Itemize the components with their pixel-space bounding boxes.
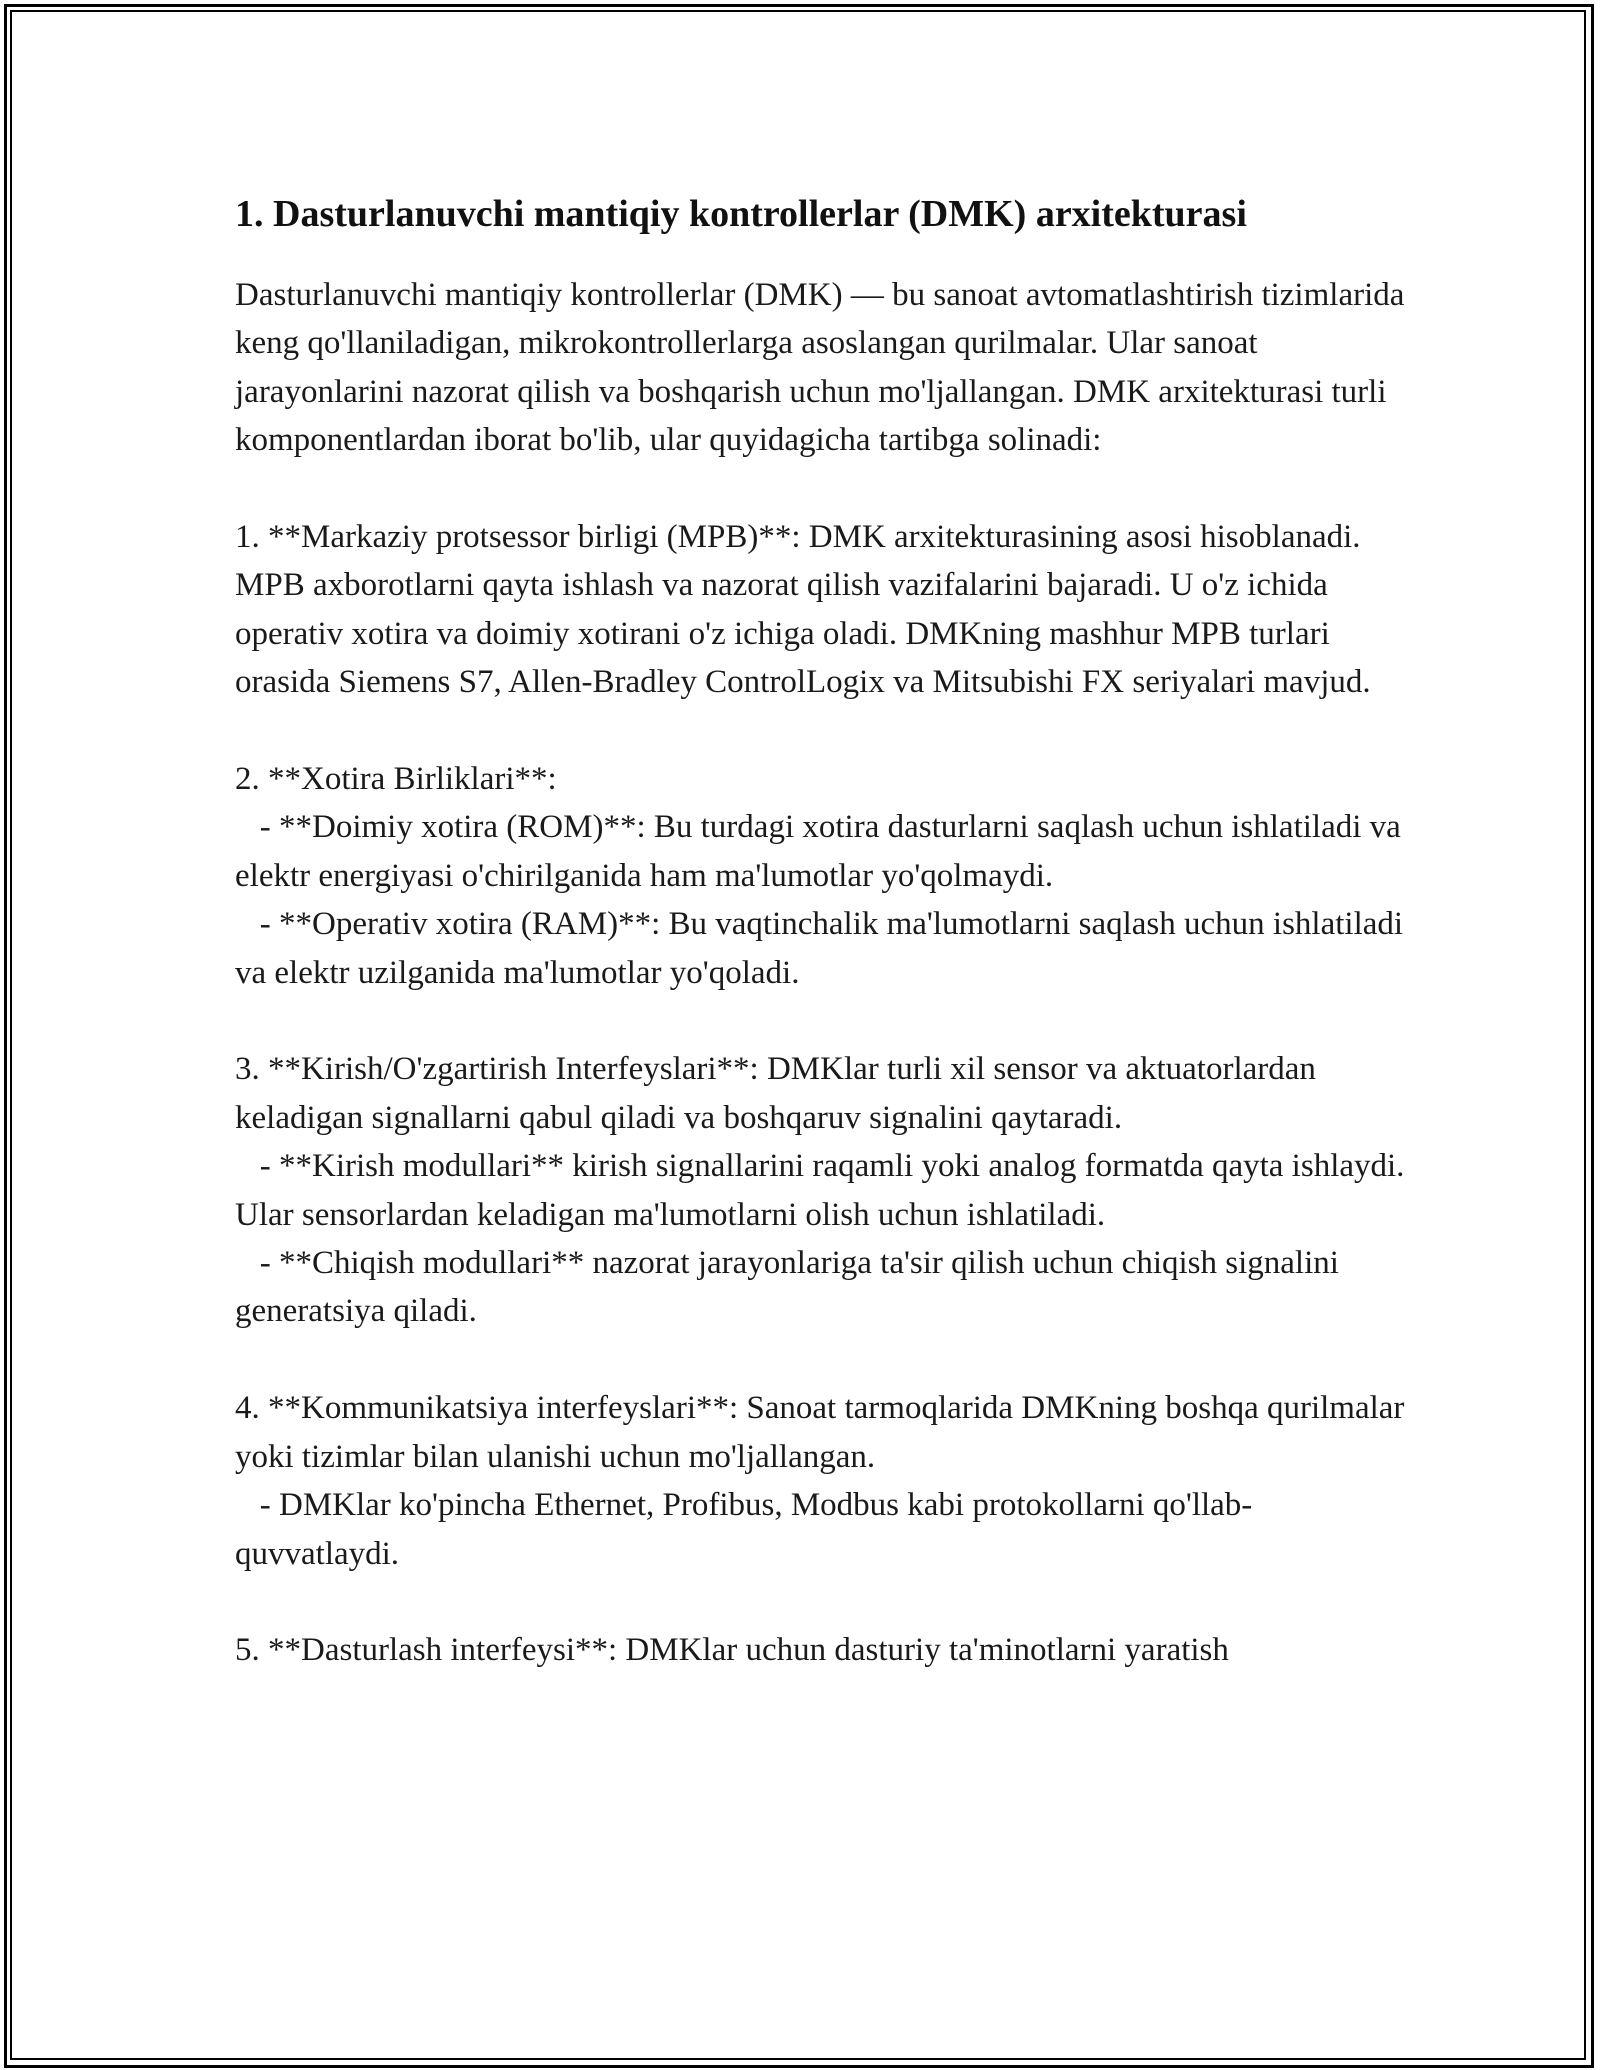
section-1 [235, 513, 1405, 707]
section-1-line-1: 1. **Markaziy protsessor birligi (MPB)**: DMK arxitekturasining asosi hisoblanadi. MPB axborotlarni qayta ishlash va nazorat qilish vazifalarini bajaradi. U o'z ichida operativ xotira va doimiy xotirani o'z ichiga oladi. DMKning mashhur MPB turlari orasida Siemens S7, Allen-Bradley ControlLogix va Mitsubishi FX seriyalari mavjud. [235, 519, 1371, 701]
document-page [235, 185, 1413, 1675]
section-3-line-3: - **Chiqish modullari** nazorat jarayonlariga ta'sir qilish uchun chiqish signalini generatsiya qiladi. [235, 1245, 1348, 1330]
section-2-line-1: 2. **Xotira Birliklari**: [235, 761, 557, 798]
paragraph-gap [235, 997, 1405, 1045]
section-3-line-1: 3. **Kirish/O'zgartirish Interfeyslari**: DMKlar turli xil sensor va aktuatorlardan keladigan signallarni qabul qiladi va boshqaruv signalini qaytaradi. [235, 1051, 1325, 1136]
paragraph-gap [235, 465, 1405, 513]
document-title: 1. Dasturlanuvchi mantiqiy kontrollerlar (DMK) arxitekturasi [235, 193, 1247, 235]
section-5-line-1: 5. **Dasturlash interfeysi**: DMKlar uchun dasturiy ta'minotlarni yaratish [235, 1632, 1229, 1669]
section-2-line-3: - **Operativ xotira (RAM)**: Bu vaqtinchalik ma'lumotlarni saqlash uchun ishlatiladi va elektr uzilganida ma'lumotlar yo'qoladi. [235, 906, 1412, 991]
section-4-line-1: 4. **Kommunikatsiya interfeyslari**: Sanoat tarmoqlarida DMKning boshqa qurilmalar yoki tizimlar bilan ulanishi uchun mo'ljallangan. [235, 1390, 1413, 1475]
section-2 [235, 755, 1412, 997]
section-3 [235, 1045, 1413, 1335]
section-4-line-2: - DMKlar ko'pincha Ethernet, Profibus, Modbus kabi protokollarni qo'llab-quvvatlaydi. [235, 1487, 1253, 1572]
section-5 [235, 1626, 1405, 1674]
intro-paragraph: Dasturlanuvchi mantiqiy kontrollerlar (DMK) — bu sanoat avtomatlashtirish tizimlarida keng qo'llaniladigan, mikrokontrollerlarga asoslangan qurilmalar. Ular sanoat jarayonlarini nazorat qilish va boshqarish uchun mo'ljallangan. DMK arxitekturasi turli komponentlardan iborat bo'lib, ular quyidagicha tartibga solinadi: [235, 277, 1413, 459]
section-4 [235, 1384, 1413, 1578]
section-2-line-2: - **Doimiy xotira (ROM)**: Bu turdagi xotira dasturlarni saqlash uchun ishlatiladi va elektr energiyasi o'chirilganida ham ma'lumotlar yo'qolmaydi. [235, 809, 1410, 894]
paragraph-gap [235, 1336, 1405, 1384]
paragraph-gap [235, 707, 1405, 755]
section-3-line-2: - **Kirish modullari** kirish signallarini raqamli yoki analog formatda qayta ishlaydi. Ular sensorlardan keladigan ma'lumotlarni olish uchun ishlatiladi. [235, 1148, 1413, 1233]
document-body [235, 271, 1413, 1675]
paragraph-gap [235, 1578, 1405, 1626]
